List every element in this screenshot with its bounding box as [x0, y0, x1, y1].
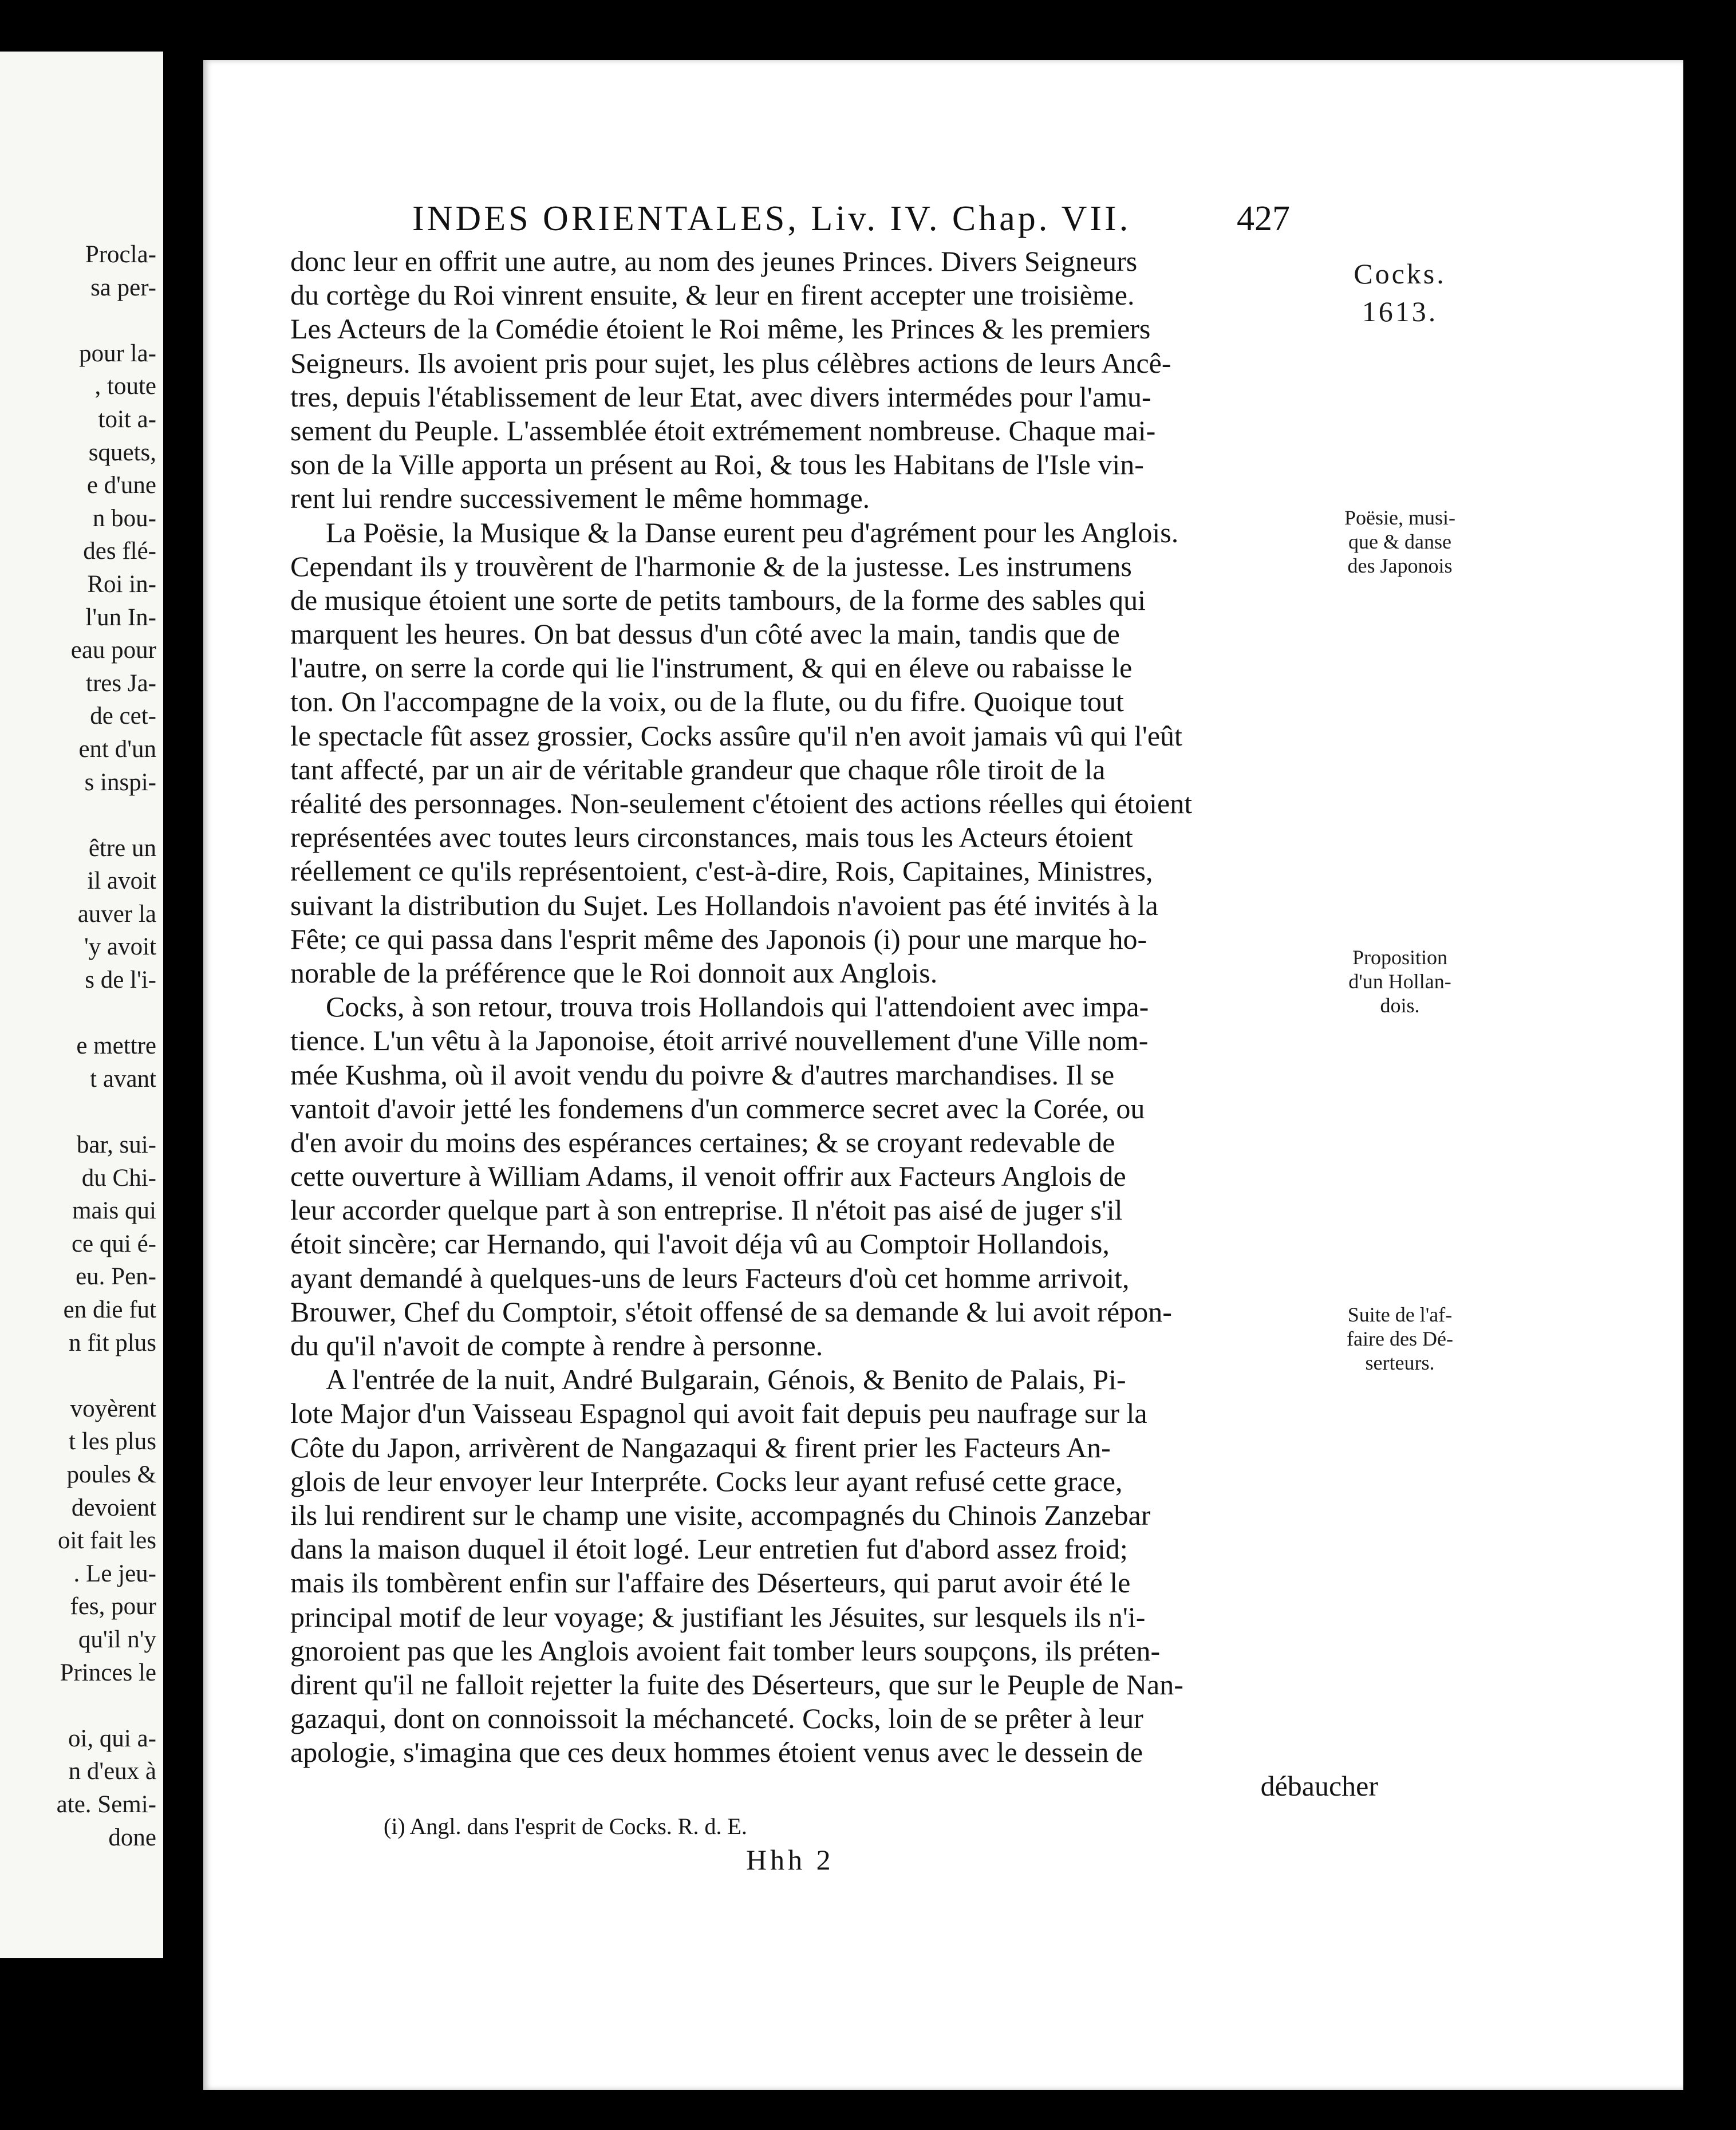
body-line: Les Acteurs de la Comédie étoient le Roi même, les Princes & les premiers — [290, 313, 1151, 345]
body-line: ils lui rendirent sur le champ une visite, accompagnés du Chinois Zanzebar — [290, 1498, 1151, 1531]
body-line: du qu'il n'avoit de compte à rendre à personne. — [290, 1330, 823, 1362]
body-line: Cependant ils y trouvèrent de l'harmonie & de la justesse. Les instrumens — [290, 550, 1132, 582]
left-text-line: squets, — [88, 439, 156, 466]
book-gutter — [163, 0, 203, 2130]
body-line: tant affecté, par un air de véritable grandeur que chaque rôle tiroit de la — [290, 753, 1106, 786]
left-text-line — [0, 1359, 156, 1393]
margin-note-line: Poësie, musi- — [1344, 506, 1455, 529]
left-text-line: être un — [88, 834, 156, 862]
body-line: mée Kushma, où il avoit vendu du poivre & d'autres marchandises. Il se — [290, 1058, 1115, 1091]
left-text-line: poules & — [66, 1461, 156, 1488]
left-text-line: t les plus — [69, 1428, 156, 1456]
catchword: débaucher — [1260, 1770, 1378, 1802]
left-text-line: oit fait les — [58, 1527, 156, 1555]
left-text-line: eau pour — [70, 637, 156, 664]
page-number: 427 — [1237, 199, 1290, 238]
left-text-line — [0, 1095, 156, 1129]
body-line: ton. On l'accompagne de la voix, ou de la flute, ou du fifre. Quoique tout — [290, 685, 1124, 718]
left-text-line: t avant — [90, 1065, 156, 1092]
body-line: Brouwer, Chef du Comptoir, s'étoit offensé de sa demande & lui avoit répon- — [290, 1295, 1172, 1328]
margin-note-line: des Japonois — [1347, 554, 1453, 577]
body-line: représentées avec toutes leurs circonstances, mais tous les Acteurs étoient — [290, 821, 1133, 854]
left-text-line: voyèrent — [70, 1395, 156, 1422]
left-text-line: pour la- — [79, 340, 156, 367]
left-text-line: e mettre — [76, 1032, 156, 1060]
running-title: INDES ORIENTALES, Liv. IV. Chap. VII. — [412, 199, 1131, 238]
left-text-line: de cet- — [90, 703, 156, 730]
left-page-text — [0, 238, 156, 1854]
body-line: de musique étoient une sorte de petits tambours, de la forme des sables qui — [290, 583, 1146, 616]
body-line: le spectacle fût assez grossier, Cocks assûre qu'il n'en avoit jamais vû qui l'eût — [290, 719, 1182, 752]
margin-note-line: Suite de l'af- — [1347, 1303, 1453, 1326]
body-line: suivant la distribution du Sujet. Les Hollandois n'avoient pas été invités à la — [290, 889, 1158, 921]
left-text-line: mais qui — [72, 1197, 156, 1225]
left-text-line: done — [108, 1824, 156, 1851]
left-text-line: devoient — [71, 1494, 156, 1521]
margin-note-suite — [1305, 1303, 1494, 1375]
left-text-line: bar, sui- — [76, 1131, 156, 1159]
body-line: rent lui rendre successivement le même hommage. — [290, 482, 870, 515]
marginalia — [203, 60, 1683, 2090]
body-line: dans la maison duquel il étoit logé. Leur entretien fut d'abord assez froid; — [290, 1533, 1128, 1565]
margin-note-line: serteurs. — [1365, 1351, 1435, 1374]
body-line: apologie, s'imagina que ces deux hommes étoient venus avec le dessein de — [290, 1736, 1143, 1769]
left-text-line: il avoit — [87, 867, 156, 895]
left-text-line: l'un In- — [85, 604, 156, 631]
left-text-line: n d'eux à — [68, 1758, 156, 1785]
body-line: Cocks, à son retour, trouva trois Hollandois qui l'attendoient avec impa- — [326, 991, 1149, 1023]
body-line: donc leur en offrit une autre, au nom des jeunes Princes. Divers Seigneurs — [290, 245, 1138, 277]
left-text-line: Princes le — [60, 1659, 156, 1686]
left-text-line — [0, 1689, 156, 1722]
body-line: dirent qu'il ne falloit rejetter la fuite des Déserteurs, que sur le Peuple de Nan- — [290, 1668, 1183, 1701]
left-text-line: en die fut — [63, 1296, 156, 1323]
margin-note-proposition — [1305, 945, 1494, 1017]
left-text-line: 'y avoit — [84, 933, 156, 961]
left-text-line: ent d'un — [78, 735, 156, 763]
margin-note-line: d'un Hollan- — [1348, 970, 1451, 993]
footnote: (i) Angl. dans l'esprit de Cocks. R. d. E. — [384, 1813, 747, 1839]
left-text-line: n bou- — [92, 504, 156, 532]
body-line: marquent les heures. On bat dessus d'un côté avec la main, tandis que de — [290, 618, 1120, 650]
body-line: réellement ce qu'ils représentoient, c'est-à-dire, Rois, Capitaines, Ministres, — [290, 855, 1153, 888]
left-text-line: n fit plus — [69, 1329, 156, 1356]
left-text-line: ate. Semi- — [56, 1790, 156, 1818]
left-text-line: auver la — [77, 900, 156, 928]
margin-note-line: que & danse — [1348, 530, 1451, 553]
margin-note-line: Cocks. — [1354, 258, 1446, 290]
left-text-line: sa per- — [90, 274, 156, 301]
body-line: étoit sincère; car Hernando, qui l'avoit déja vû au Comptoir Hollandois, — [290, 1228, 1110, 1260]
left-text-line: des flé- — [83, 538, 156, 565]
body-line: norable de la préférence que le Roi donnoit aux Anglois. — [290, 956, 938, 989]
body-line: Seigneurs. Ils avoient pris pour sujet, les plus célèbres actions de leurs Ancê- — [290, 346, 1171, 379]
margin-note-poesie — [1305, 506, 1494, 578]
margin-note-line: faire des Dé- — [1347, 1327, 1453, 1350]
left-text-line: eu. Pen- — [76, 1263, 156, 1291]
left-text-line: Roi in- — [87, 570, 156, 598]
left-text-line: . Le jeu- — [73, 1560, 156, 1587]
body-line: son de la Ville apporta un présent au Roi, & tous les Habitans de l'Isle vin- — [290, 448, 1144, 481]
left-text-line: du Chi- — [81, 1164, 156, 1192]
body-line: gnoroient pas que les Anglois avoient fait tomber leurs soupçons, ils préten- — [290, 1634, 1161, 1667]
body-line: gazaqui, dont on connoissoit la méchanceté. Cocks, loin de se prêter à leur — [290, 1702, 1143, 1735]
body-line: réalité des personnages. Non-seulement c'étoient des actions réelles qui étoient — [290, 787, 1193, 819]
left-facing-page — [0, 52, 163, 1958]
main-page — [203, 60, 1683, 2090]
body-line: Côte du Japon, arrivèrent de Nangazaqui & firent prier les Facteurs An- — [290, 1431, 1111, 1464]
margin-note-cocks-year — [1305, 255, 1494, 330]
body-line: lote Major d'un Vaisseau Espagnol qui avoit fait depuis peu naufrage sur la — [290, 1397, 1147, 1430]
left-text-line: tres Ja- — [86, 669, 156, 697]
body-line: du cortège du Roi vinrent ensuite, & leur en firent accepter une troisième. — [290, 279, 1135, 311]
left-text-line: Procla- — [85, 241, 156, 268]
left-text-line: s de l'i- — [85, 967, 156, 994]
body-line: glois de leur envoyer leur Interpréte. Cocks leur ayant refusé cette grace, — [290, 1465, 1123, 1497]
left-text-line: toit a- — [98, 405, 156, 433]
body-line: sement du Peuple. L'assemblée étoit extrémement nombreuse. Chaque mai- — [290, 414, 1156, 447]
left-text-line: fes, pour — [70, 1593, 156, 1620]
margin-note-line: dois. — [1380, 994, 1420, 1017]
body-line: principal motif de leur voyage; & justifiant les Jésuites, sur lesquels ils n'i- — [290, 1600, 1146, 1633]
body-line: tres, depuis l'établissement de leur Etat, avec divers intermédes pour l'amu- — [290, 380, 1151, 413]
signature-mark: Hhh 2 — [746, 1844, 834, 1876]
left-text-line: , toute — [94, 373, 156, 400]
left-text-line — [0, 304, 156, 337]
body-line: La Poësie, la Musique & la Danse eurent peu d'agrément pour les Anglois. — [326, 516, 1179, 549]
body-line: ayant demandé à quelques-uns de leurs Facteurs d'où cet homme arrivoit, — [290, 1261, 1130, 1294]
left-text-line — [0, 799, 156, 832]
body-line: d'en avoir du moins des espérances certaines; & se croyant redevable de — [290, 1126, 1115, 1158]
body-line: A l'entrée de la nuit, André Bulgarain, Génois, & Benito de Palais, Pi- — [326, 1363, 1126, 1396]
left-text-line: e d'une — [86, 472, 156, 499]
body-line: tience. L'un vêtu à la Japonoise, étoit arrivé nouvellement d'une Ville nom- — [290, 1024, 1149, 1057]
margin-note-line: Proposition — [1352, 946, 1448, 969]
body-line: vantoit d'avoir jetté les fondemens d'un commerce secret avec la Corée, ou — [290, 1092, 1145, 1125]
body-line: leur accorder quelque part à son entreprise. Il n'étoit pas aisé de juger s'il — [290, 1194, 1123, 1226]
body-line: cette ouverture à William Adams, il venoit offrir aux Facteurs Anglois de — [290, 1160, 1126, 1193]
margin-note-line: 1613. — [1362, 295, 1438, 328]
left-text-line: ce qui é- — [71, 1230, 156, 1257]
body-line: Fête; ce qui passa dans l'esprit même des Japonois (i) pour une marque ho- — [290, 922, 1147, 955]
left-text-line: oi, qui a- — [68, 1725, 156, 1752]
left-text-line — [0, 997, 156, 1030]
body-line: mais ils tombèrent enfin sur l'affaire des Déserteurs, qui parut avoir été le — [290, 1567, 1131, 1599]
body-line: l'autre, on serre la corde qui lie l'instrument, & qui en éleve ou rabaisse le — [290, 652, 1133, 684]
left-text-line: s inspi- — [84, 768, 156, 796]
left-text-line: qu'il n'y — [78, 1626, 156, 1653]
